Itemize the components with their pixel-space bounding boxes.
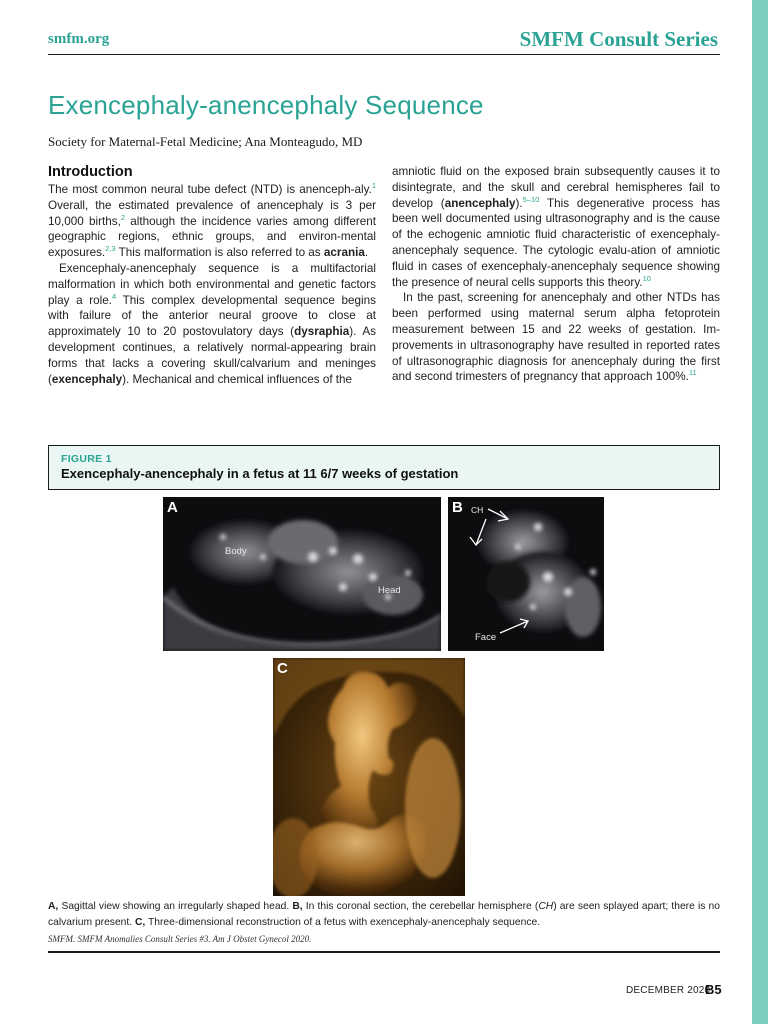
p2-text-f: This degenerative process has been well documented using ultrasonography and is the cause of the echogenic amniotic fluid characteristic of exencephaly-anencephaly sequence. The cytologic evalu-ation of amniotic fluid in cases of exencephaly-anencephaly sequence showing the presence of neural cells supports this theory.	[392, 196, 720, 289]
caption-letter-c: C,	[135, 916, 146, 928]
caption-abbr-ch: CH	[538, 901, 554, 912]
key-term: acrania	[323, 246, 365, 260]
p1-text-e: .	[364, 246, 369, 260]
reference-link[interactable]: 2	[120, 212, 126, 222]
p2-text-d-cont: amniotic fluid on the exposed brain subsequently causes it to disintegrate, and the skull and cerebral hemispheres fail to develop (	[392, 165, 720, 210]
reference-link[interactable]: 4	[112, 291, 117, 301]
panel-c-3d-image	[273, 658, 465, 896]
caption-text-c: Three-dimensional reconstruction of a fetus with exencephaly-anencephaly sequence.	[145, 916, 541, 928]
panel-a-letter: A	[167, 499, 178, 516]
caption-text-a: Sagittal view showing an irregularly shaped head.	[58, 901, 293, 912]
panel-c-letter: C	[277, 660, 288, 677]
p2-text-a: Exencephaly-anencephaly sequence is a multifactorial malformation in which both environmental and genetic factors play a role.	[48, 261, 376, 307]
reference-link[interactable]: 10	[642, 273, 651, 283]
figure-caption	[48, 899, 720, 930]
p1-text-a: The most common neural tube defect (NTD) is anenceph-aly.	[48, 183, 372, 196]
p1-text-c: although the incidence varies among different geographic regions, ethnic groups, and environ-mental exposures.	[48, 214, 376, 260]
p2-text-b: This complex developmental sequence begins with failure of the anterior neural groove to close at approximately 10 to 20 postovulatory days (	[48, 293, 376, 339]
p2-text-c: ). As development continues, a relatively normal-appearing brain forms that lacks a covering skull/calvarium and meninges (	[48, 325, 376, 386]
article-title: Exencephaly-anencephaly Sequence	[48, 90, 484, 120]
caption-letter-b: B,	[292, 901, 303, 912]
p3-text-a: In the past, screening for anencephaly and other NTDs has been performed using maternal serum alpha fetoprotein measurement between 15 and 22 weeks of gestation. Im-provements in ultrasonography have resulted in reported rates of ultrasonographic diagnosis for anencephaly during the first and second trimesters of pregnancy that approach 100%.	[392, 291, 720, 384]
panel-a-graphic	[163, 497, 441, 651]
panel-b-graphic	[448, 497, 604, 651]
reference-link[interactable]: 5–10	[522, 194, 540, 204]
paragraph-2	[48, 261, 376, 387]
figure-title-box	[48, 445, 720, 490]
footer-date: DECEMBER 2020	[626, 985, 711, 996]
paragraph-1	[48, 182, 376, 261]
body-column-right	[392, 164, 720, 385]
p2-text-d: ). Mechanical and chemical influences of the	[122, 372, 353, 386]
key-term: dysraphia	[294, 325, 350, 339]
figure-label: FIGURE 1	[61, 453, 112, 465]
panel-a-label-head: Head	[378, 585, 401, 596]
panel-b-label-face: Face	[475, 632, 497, 643]
panel-a-ultrasound-image	[163, 497, 441, 651]
paragraph-3	[392, 290, 720, 385]
panel-b-label-ch: CH	[471, 505, 484, 515]
p1-text-d: This malformation is also referred to as	[115, 246, 324, 260]
key-term: exencephaly	[51, 372, 123, 386]
p1-text-b: Overall, the estimated prevalence of anencephaly is 3 per 10,000 births,	[48, 198, 376, 228]
paragraph-2-cont	[392, 164, 720, 290]
key-term: anencephaly	[444, 196, 516, 210]
header-rule	[48, 54, 720, 55]
caption-letter-a: A,	[48, 901, 59, 912]
figure-title: Exencephaly-anencephaly in a fetus at 11 6/7 weeks of gestation	[61, 466, 459, 481]
caption-text-b2: ) are seen splayed apart; there is no calvarium present.	[48, 901, 720, 928]
series-title: SMFM Consult Series	[519, 27, 718, 51]
article-authors: Society for Maternal-Fetal Medicine; Ana Monteagudo, MD	[48, 134, 363, 149]
reference-link[interactable]: 2,3	[105, 244, 116, 254]
page-number: B5	[705, 982, 722, 997]
side-color-bar	[752, 0, 768, 1024]
panel-c-graphic	[273, 658, 465, 896]
caption-text-b1: In this coronal section, the cerebellar hemisphere (	[302, 901, 539, 912]
panel-a-label-body: Body	[225, 546, 247, 557]
panel-b-ultrasound-image	[448, 497, 604, 651]
site-url[interactable]: smfm.org	[48, 31, 110, 47]
figure-citation: SMFM. SMFM Anomalies Consult Series #3. Am J Obstet Gynecol 2020.	[48, 934, 312, 944]
panel-b-letter: B	[452, 499, 463, 516]
footer-rule	[48, 951, 720, 953]
reference-link[interactable]: 11	[688, 368, 697, 378]
reference-link[interactable]: 1	[371, 181, 376, 190]
body-column-left	[48, 164, 376, 387]
introduction-heading: Introduction	[48, 164, 133, 180]
p2-text-e: ).	[515, 196, 523, 210]
